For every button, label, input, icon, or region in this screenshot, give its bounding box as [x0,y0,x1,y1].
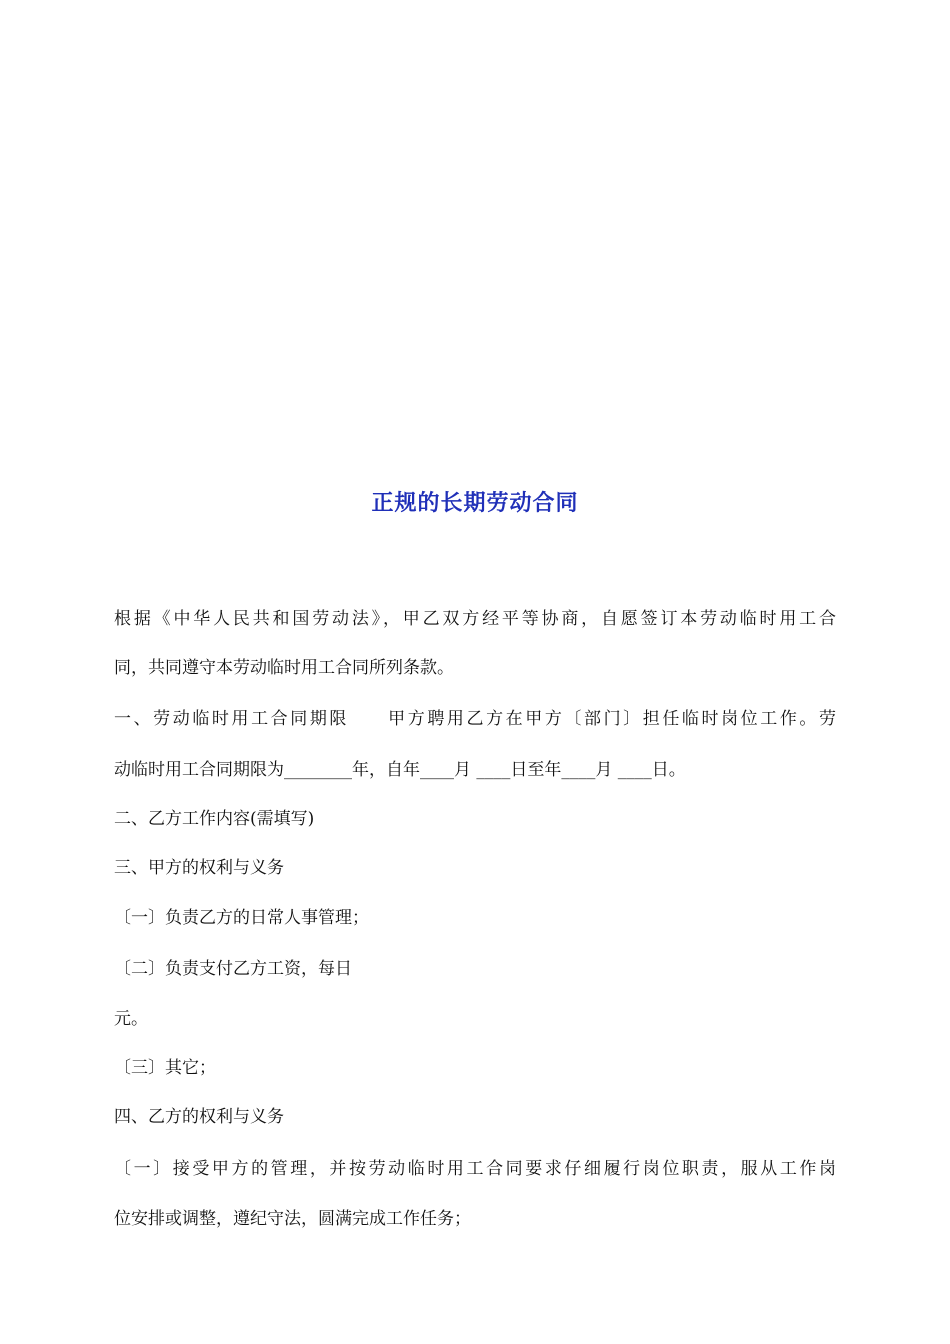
section-3-item-1: 〔一〕负责乙方的日常人事管理； [114,908,369,928]
section-3-item-3: 〔三〕其它； [114,1058,216,1078]
paragraph-line-preamble-2: 同，共同遵守本劳动临时用工合同所列条款。 [114,658,454,678]
section-1-contract-term-line-1: 一、劳动临时用工合同期限 甲方聘用乙方在甲方〔部门〕担任临时岗位工作。劳 [114,709,836,729]
section-3-item-2-continuation: 元。 [114,1009,148,1029]
section-4-item-1-line-2: 位安排或调整，遵纪守法，圆满完成工作任务； [114,1209,471,1229]
section-4-item-1-line-1: 〔一〕接受甲方的管理，并按劳动临时用工合同要求仔细履行岗位职责，服从工作岗 [114,1159,836,1179]
section-3-heading: 三、甲方的权利与义务 [114,858,284,878]
section-1-contract-term-line-2: 动临时用工合同期限为________年，自年____月 ____日至年____月 ____日。 [114,760,686,780]
section-2-heading: 二、乙方工作内容(需填写) [114,809,315,829]
section-4-heading: 四、乙方的权利与义务 [114,1107,284,1127]
section-3-item-2: 〔二〕负责支付乙方工资，每日 [114,959,352,979]
paragraph-line-preamble-1: 根据《中华人民共和国劳动法》，甲乙双方经平等协商，自愿签订本劳动临时用工合 [114,609,836,629]
document-title: 正规的长期劳动合同 [371,490,579,516]
